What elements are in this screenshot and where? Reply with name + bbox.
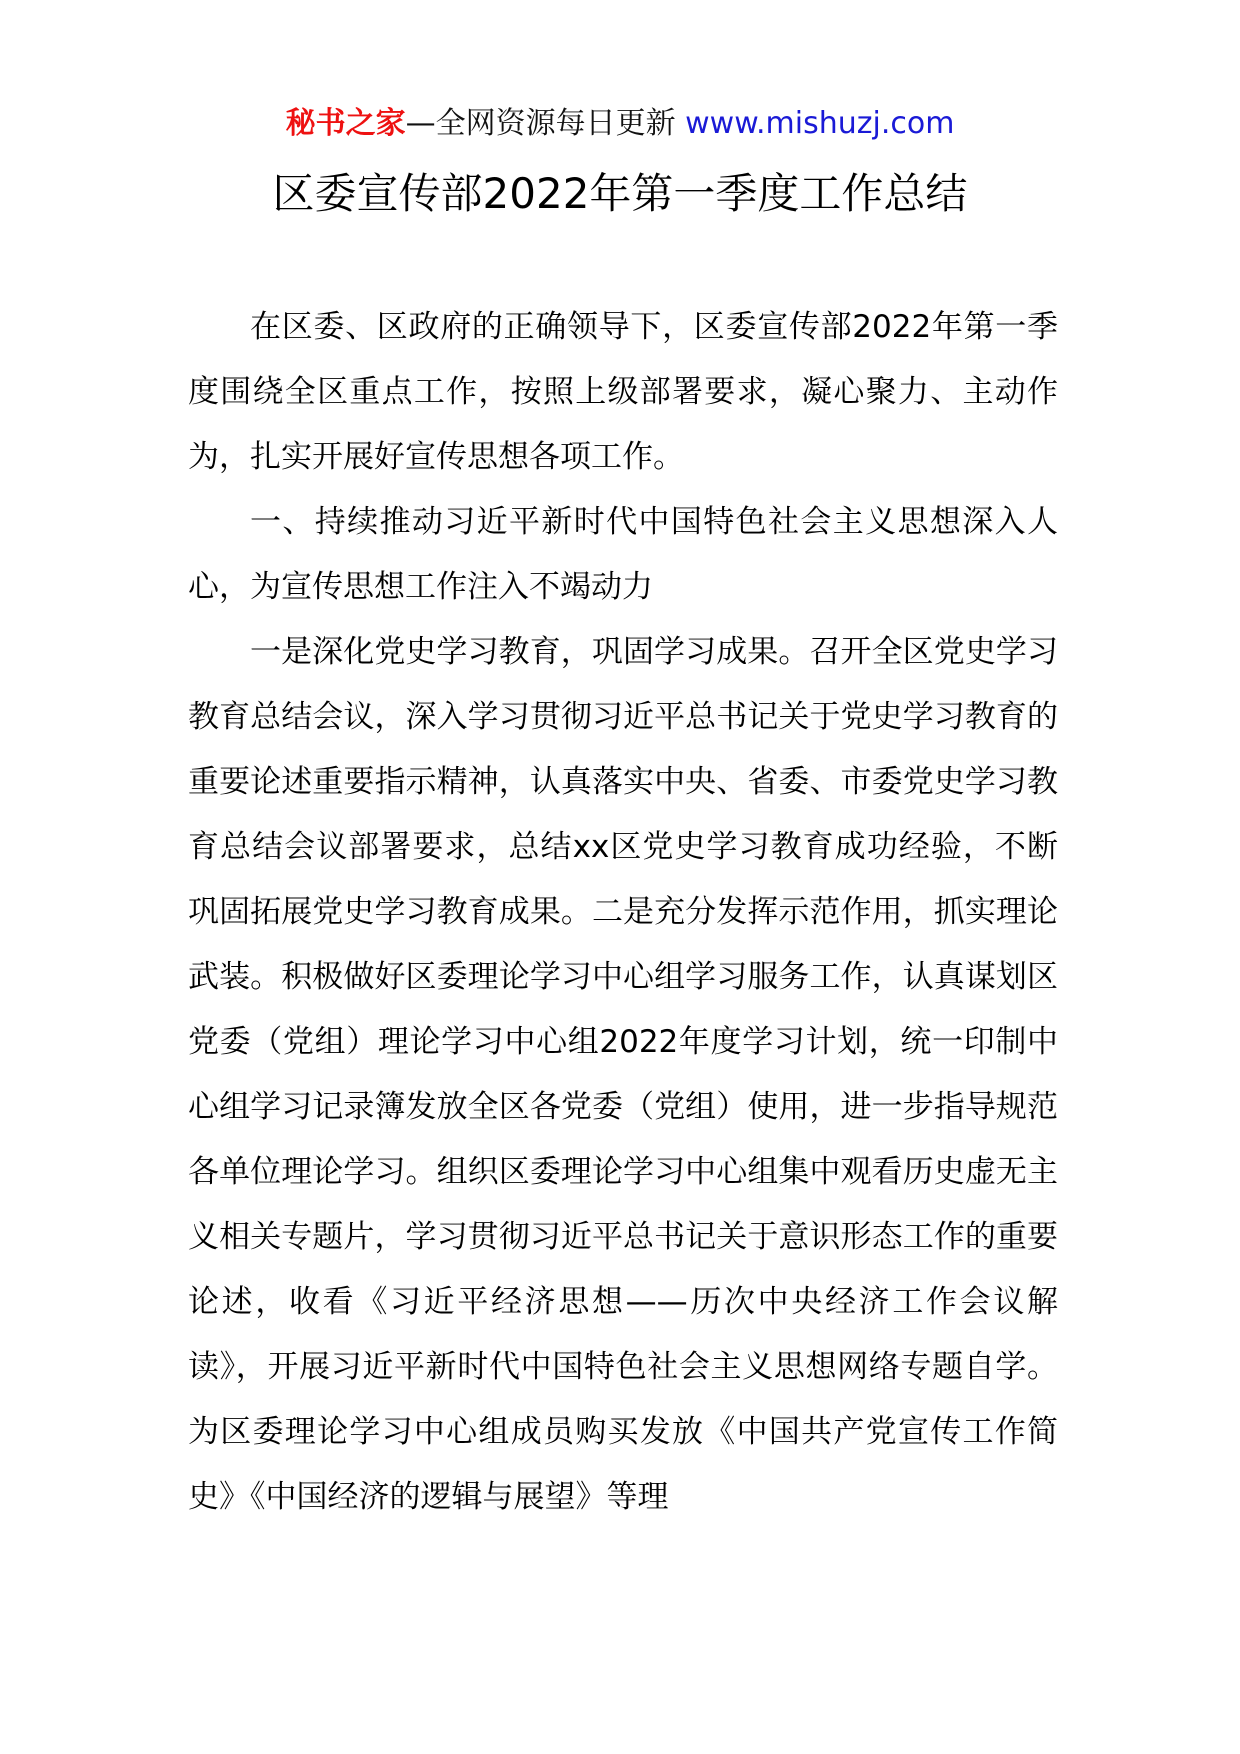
document-title: 区委宣传部2022年第一季度工作总结 [272, 169, 968, 218]
header-banner [0, 102, 1240, 146]
site-url-link[interactable]: www.mishuzj.com [685, 106, 955, 141]
paragraph-section-1: 一是深化党史学习教育，巩固学习成果。召开全区党史学习教育总结会议，深入学习贯彻习近平总书记关于党史学习教育的重要论述重要指示精神，认真落实中央、省委、市委党史学习教育总结会议部署要求，总结xx区党史学习教育成功经验，不断巩固拓展党史学习教育成果。二是充分发挥示范作用，抓实理论武装。积极做好区委理论学习中心组学习服务工作，认真谋划区党委（党组）理论学习中心组2022年度学习计划，统一印制中心组学习记录簿发放全区各党委（党组）使用，进一步指导规范各单位理论学习。组织区委理论学习中心组集中观看历史虚无主义相关专题片，学习贯彻习近平总书记关于意识形态工作的重要论述，收看《习近平经济思想——历次中央经济工作会议解读》，开展习近平新时代中国特色社会主义思想网络专题自学。为区委理论学习中心组成员购买发放《中国共产党宣传工作简史》《中国经济的逻辑与展望》等理 [188, 634, 1058, 1515]
header-tagline: —全网资源每日更新 [405, 106, 676, 141]
document-body [188, 295, 1058, 1530]
brand-name: 秘书之家 [285, 106, 406, 141]
section-heading-1: 一、持续推动习近平新时代中国特色社会主义思想深入人心，为宣传思想工作注入不竭动力 [188, 504, 1058, 605]
paragraph-intro: 在区委、区政府的正确领导下，区委宣传部2022年第一季度围绕全区重点工作，按照上级部署要求，凝心聚力、主动作为，扎实开展好宣传思想各项工作。 [188, 309, 1058, 475]
